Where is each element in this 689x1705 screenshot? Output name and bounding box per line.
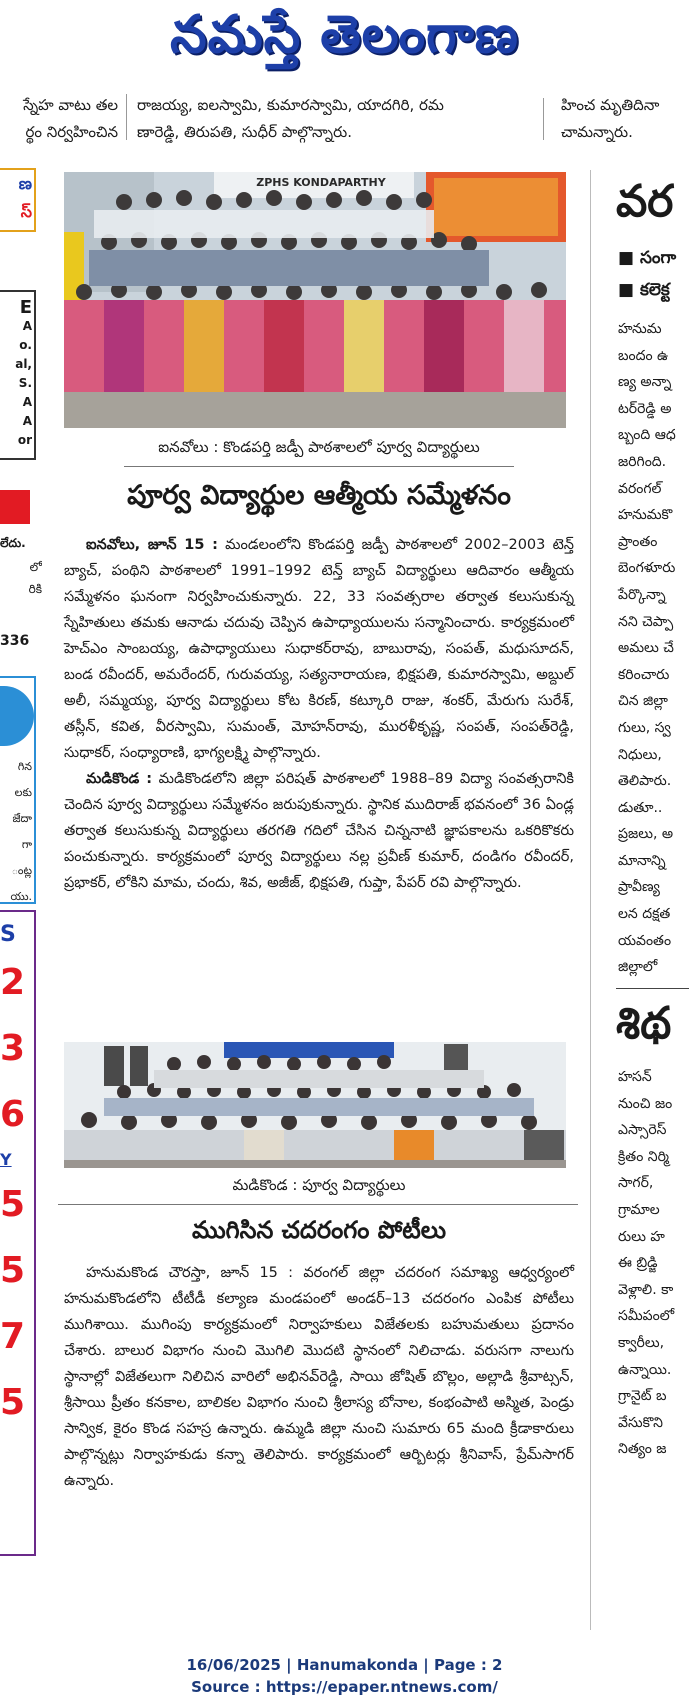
right-body-line: తెలిపారు.: [618, 773, 672, 790]
right-body-line: నిధులు,: [618, 746, 662, 763]
right-body-line: గ్రామాల: [618, 1201, 660, 1218]
right-body-line: వెళ్లాలి. కా: [618, 1281, 674, 1298]
photo-caption: మడికొండ : పూర్వ విద్యార్థులు: [232, 1176, 406, 1194]
article-paragraph: ఐనవోలు, జూన్ 15 : మండలంలోని కొండపర్తి జడ్పీ పాఠశాలలో 2002–2003 టెన్త్ బ్యాచ్, పంథిని పాఠశాలలో 1991–1992 టెన్త్ బ్యాచ్ విద్యార్థులు ఆదివారం ఆత్మీయ సమ్మేళనం ఘనంగా నిర్వహించుకున్నారు. 22, 33 సంవత్సరాల తర్వాత కలుసుకున్న స్నేహితులు తమకు ఆనాడు చదువు చెప్పిన ఉపాధ్యాయులను సన్మానించారు. కార్యక్రమంలో హెచ్ఎం సాంబయ్య, ఉపాధ్యాయులు సుధాకర్‌రావు, బాబురావు, సంపత్, మధుసూదన్, బండ రవీందర్, అమరేందర్, గురువయ్య, సత్యనారాయణ, భిక్షపతి, కుమారస్వామి, అబ్దుల్ అలీ, సమ్మయ్య, పూర్వ విద్యార్థులు కోట కిరణ్, కట్కూరి రాజు, శంకర్, మేరుగు సురేశ్, తస్లీన్, కవిత, వీరస్వామి, సుమంత్, మోహన్‌రావు, మురళీకృష్ణ, సంపత్, సంపత్‌రెడ్డి, సుధాకర్, సంధ్యారాణి, భాగ్యలక్ష్మి పాల్గొన్నారు.: [64, 537, 574, 761]
right-body-line: పేర్కొన్నా: [618, 586, 666, 603]
right-body-line: నిత్యం జ: [618, 1441, 667, 1458]
right-bullet: ■ సంగా: [618, 248, 677, 268]
left-text: రికి: [28, 582, 42, 596]
article-paragraph: హనుమకొండ చౌరస్తా, జూన్ 15 : వరంగల్ జిల్లా చదరంగ సమాఖ్య ఆధ్వర్యంలో హనుమకొండలోని టీటీడీ కల్యాణ మండపంలో అండర్–13 చదరంగం ఎంపిక పోటీలు ముగిశాయి. ముగింపు కార్యక్రమంలో నిర్వాహకులు విజేతలకు బహుమతులు ప్రదానం చేశారు. బాలుర విభాగం నుంచి మొగిలి మొదటి స్థానంలో నిలిచాడు. వరుసగా నాలుగు స్థానాల్లో విజేతలుగా నిలిచిన వారిలో అభినవ్‌రెడ్డి, సాయి జోషిత్ బొల్లం, అల్లాడి శ్రీవాట్సన్, శ్రీసాయి ప్రీతం కనకాల, బాలికల విభాగం నుంచి శ్రీలాస్య బోనాల, కంభంపాటి అస్మిత, పెండ్రు సాన్విక, కైరం కొండ సహస్ర ఉన్నారు. ఉమ్మడి జిల్లా నుంచి సుమారు 65 మంది క్రీడాకారులు పాల్గొన్నట్లు నిర్వాహకుడు కన్నా తెలిపారు. కార్యక్రమంలో ఆర్బిటర్లు శ్రీనివాస్, ప్రేమ్‌సాగర్ ఉన్నారు.: [64, 1265, 575, 1489]
article-body: [64, 532, 574, 896]
strip-line: ర్థం నిర్వహించిన: [25, 123, 118, 141]
right-body-line: వేసుకొని: [618, 1414, 663, 1431]
divider: [616, 988, 689, 989]
left-ad-box-blue: గిన లకు జేదా గా ంట్ల యు.: [0, 676, 36, 904]
top-strip-middle: [137, 92, 535, 148]
right-body-line: చిన జిల్లా: [618, 693, 668, 710]
right-article-headline: శిథ: [616, 998, 672, 1049]
strip-line: చామన్నారు.: [561, 123, 633, 141]
left-ad-box-purple: S 2 3 6 Y 5 5 7 5: [0, 910, 36, 1556]
dateline: హనుమకొండ చౌరస్తా, జూన్ 15 :: [86, 1265, 294, 1281]
right-body-line: డుతూ..: [618, 799, 663, 816]
footer-source-link[interactable]: Source : https://epaper.ntnews.com/: [191, 1678, 498, 1696]
right-body-line: నని చెప్పా: [618, 613, 674, 630]
right-body-line: హనుమ: [618, 321, 662, 337]
left-ad-graphic: [0, 686, 34, 746]
right-body-line: ప్రాంతం: [618, 533, 658, 550]
alumni-group-photo-image: [64, 172, 566, 428]
strip-line: రాజయ్య, ఐలస్వామి, కుమారస్వామి, యాదగిరి, రమ: [137, 96, 444, 114]
article-headline: పూర్వ విద్యార్థుల ఆత్మీయ సమ్మేళనం: [127, 480, 511, 511]
right-article-body: [618, 316, 689, 981]
right-body-line: జిల్లాలో: [618, 959, 658, 976]
right-body-line: ణ్య అన్నా: [618, 374, 672, 391]
newspaper-title: నమస్తే తెలంగాణ: [170, 4, 519, 65]
right-body-line: బందం ఉ: [618, 347, 669, 364]
left-number: 336: [0, 633, 30, 649]
right-article-headline: వర: [616, 176, 674, 227]
right-body-line: గ్రానైట్ బ: [618, 1388, 667, 1405]
right-body-line: టర్‌రెడ్డి అ: [618, 400, 672, 417]
masthead: [0, 0, 689, 82]
photo-caption: ఐనవోలు : కొండపర్తి జడ్పీ పాఠశాలలో పూర్వ విద్యార్థులు: [158, 438, 480, 456]
left-ad-box: ణ స్: [0, 168, 36, 232]
right-body-line: ప్రజలు, అ: [618, 826, 674, 843]
right-body-line: యవంతం: [618, 932, 672, 949]
right-body-line: ఈ బ్రిడ్జి: [618, 1255, 658, 1272]
right-body-line: ఎస్సారెస్: [618, 1122, 667, 1139]
article-paragraph: మడికొండ : మడికొండలోని జిల్లా పరిషత్ పాఠశాలలో 1988–89 విద్యా సంవత్సరానికి చెందిన పూర్వ విద్యార్థులు సమ్మేళనం జరుపుకున్నారు. స్థానిక ముదిరాజ్ భవనంలో 36 ఏండ్ల తర్వాత కలుసుకున్న విద్యార్థులు తరగతి గదిలో చేసిన చిన్ననాటి జ్ఞాపకాలను ఒకరికొకరు పంచుకున్నారు. కార్యక్రమంలో పూర్వ విద్యార్థులు నల్ల ప్రవీణ్ కుమార్, దండిగం రవీందర్, ప్రభాకర్, లోకిని మామ, చందు, శివ, అజీజ్, భిక్షపతి, గుప్తా, పేపర్ రవి పాల్గొన్నారు.: [64, 771, 574, 891]
photo-banner-text: ZPHS KONDAPARTHY: [256, 176, 386, 189]
right-body-line: రులు హ: [618, 1228, 665, 1245]
left-cut-column: [0, 168, 42, 1628]
dateline: ఐనవోలు, జూన్ 15 :: [86, 537, 218, 553]
right-body-line: జరిగింది.: [618, 453, 667, 470]
right-body-line: కరించారు: [618, 666, 670, 683]
right-body-line: వరంగల్: [618, 480, 662, 497]
madikonda-alumni-photo: [64, 1042, 566, 1168]
right-body-line: బెంగళూరు: [618, 560, 676, 577]
right-bullet: ■ కలెక్ట: [618, 280, 670, 300]
right-body-line: అమలు చే: [618, 640, 674, 657]
right-body-line: గులు, స్వ: [618, 719, 671, 736]
right-body-line: క్రితం నిర్మి: [618, 1148, 669, 1165]
divider: [124, 466, 514, 467]
right-body-line: క్వారీలు,: [618, 1334, 665, 1351]
right-body-line: హసన్: [618, 1069, 652, 1085]
right-body-line: హనుమకొ: [618, 507, 673, 524]
divider: [58, 1204, 578, 1205]
strip-line: స్నేహ వాటు తల: [23, 96, 118, 114]
strip-line: హించ మృతిదినా: [561, 96, 660, 114]
dateline: మడికొండ :: [86, 771, 153, 787]
article-body: [64, 1260, 574, 1494]
right-cut-column: [590, 168, 689, 1668]
column-divider: [126, 94, 127, 140]
alumni-group-photo: [64, 172, 566, 428]
left-text: లేదు.: [0, 536, 26, 550]
right-body-line: బ్బంది ఆధ: [618, 427, 676, 444]
madikonda-alumni-photo-image: [64, 1042, 566, 1168]
right-body-line: లన దక్షత: [618, 906, 671, 923]
right-body-line: ప్రావీణ్య: [618, 879, 660, 896]
top-strip-right: [561, 92, 689, 148]
left-text: లో: [29, 560, 42, 574]
right-body-line: ఉన్నాయి.: [618, 1361, 672, 1378]
strip-line: ణారెడ్డి, తిరుపతి, సుధీర్ పాల్గొన్నారు.: [137, 123, 352, 141]
column-divider: [543, 98, 544, 140]
right-body-line: నుంచి జం: [618, 1095, 673, 1112]
right-body-line: సాగర్,: [618, 1175, 654, 1192]
footer-date-line: 16/06/2025 | Hanumakonda | Page : 2: [186, 1656, 503, 1674]
right-article-body: [618, 1064, 689, 1463]
left-notice-box: E A o. al, S. A A or: [0, 290, 36, 460]
right-body-line: సమీపంలో: [618, 1308, 675, 1325]
article-headline: ముగిసిన చదరంగం పోటీలు: [191, 1216, 447, 1244]
top-strip-left: [0, 92, 122, 148]
left-red-bar: [0, 490, 30, 524]
right-body-line: మానాన్ని: [618, 852, 666, 869]
